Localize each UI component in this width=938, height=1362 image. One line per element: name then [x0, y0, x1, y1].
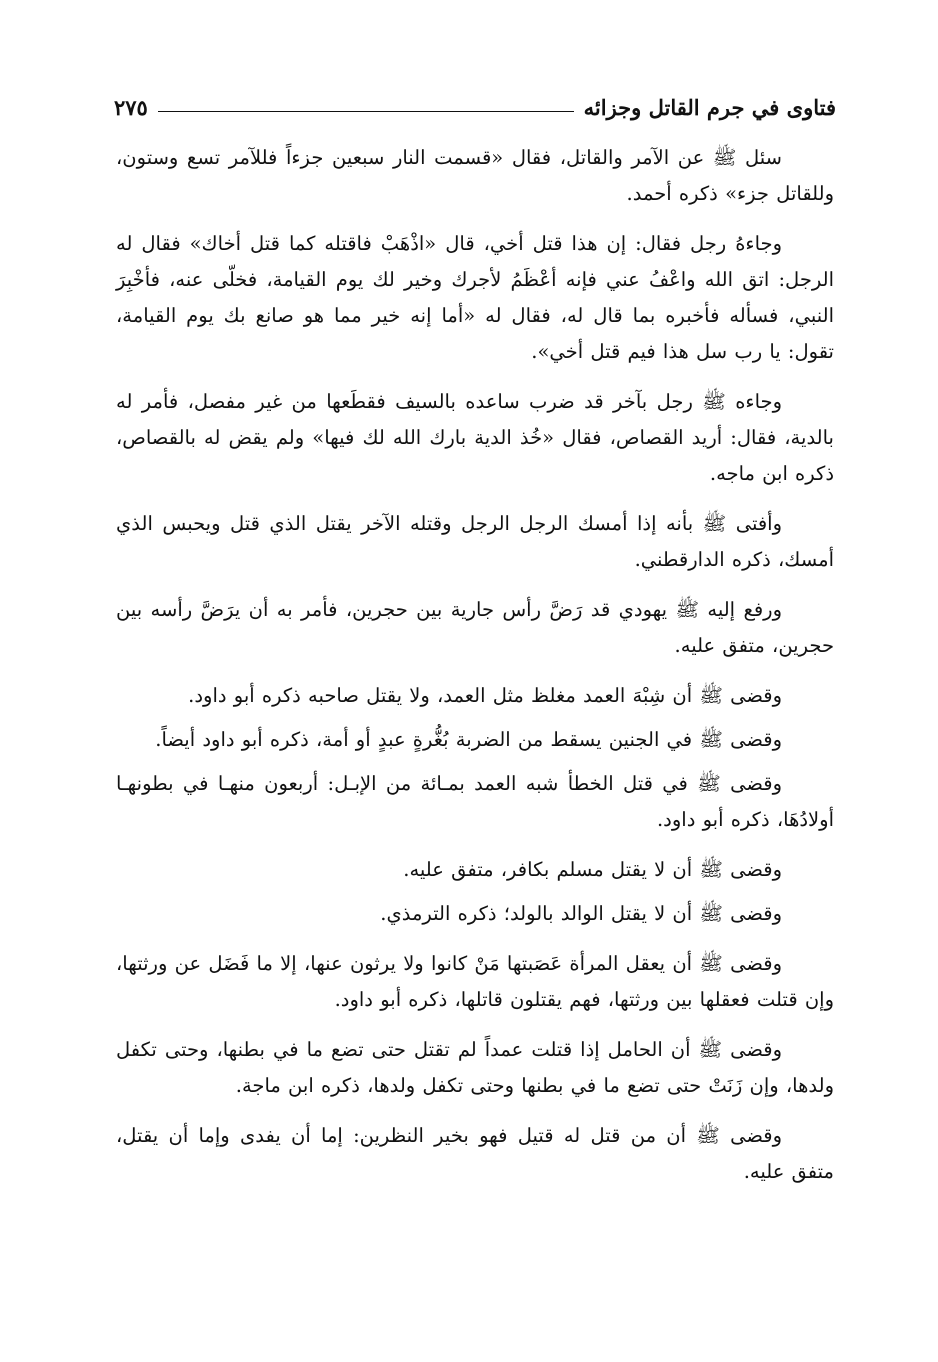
paragraph-12: وقضى ﷺ أن الحامل إذا قتلت عمداً لم تقتل حتى تضع ما في بطنها، وحتى تكفل ولدها، وإن زَنَتْ حتى تضع ما في بطنها وحتى تكفل ولدها، ذكره ابن ماجة.: [116, 1038, 834, 1097]
paragraph-3: وجاءه ﷺ رجل بآخر قد ضرب ساعده بالسيف فقطَعها من غير مفصل، فأمر له بالدية، فقال: أريد القصاص، فقال «خُذ الدية بارك الله لك فيها» ولم يقض له بالقصاص، ذكره ابن ماجه.: [116, 390, 834, 485]
page-header: [114, 86, 836, 120]
paragraph-9: وقضى ﷺ أن لا يقتل مسلم بكافر، متفق عليه.: [403, 858, 782, 881]
running-title: فتاوى في جرم القاتل وجزائه: [583, 95, 836, 120]
paragraph-10: وقضى ﷺ أن لا يقتل الوالد بالولد؛ ذكره الترمذي.: [380, 902, 782, 925]
paragraph-2: وجاءهُ رجل فقال: إن هذا قتل أخي، قال «اذْهَبْ فاقتله كما قتل أخاك» فقال له الرجل: اتق الله واعْفُ عني فإنه أعْظَمُ لأجرك وخير لك يوم القيامة، فخلّى عنه، فأخْبِرَ النبي، فسأله فأخبره بما قال له، فقال له «أما إنه خير مما هو صانع بك يوم القيامة، تقول: يا رب سل هذا فيم قتل أخي».: [116, 232, 834, 363]
page-number: ٢٧٥: [114, 95, 148, 120]
paragraph-1: سئل ﷺ عن الآمر والقاتل، فقال «قسمت النار سبعين جزءاً فللآمر تسع وستون، وللقاتل جزء» ذكره أحمد.: [116, 146, 834, 205]
paragraph-4: وأفتى ﷺ بأنه إذا أمسك الرجل الرجل وقتله الآخر يقتل الذي قتل ويحبس الذي أمسك، ذكره الدارقطني.: [116, 512, 834, 571]
paragraph-7: وقضى ﷺ في الجنين يسقط من الضربة بُغُّرةٍ عبدٍ أو أمة، ذكره أبو داود أيضاً.: [155, 728, 782, 751]
paragraph-5: ورفع إليه ﷺ يهودي قد رَضَّ رأس جارية بين حجرين، فأمر به أن يرَضَّ رأسه بين حجرين، متفق عليه.: [116, 598, 834, 657]
page-body: [116, 140, 834, 1204]
paragraph-8: وقضى ﷺ في قتل الخطأ شبه العمد بمـائة من الإبـل: أربعون منهـا في بطونهـا أولادُهَا، ذكره أبو داود.: [116, 772, 834, 831]
header-rule: [158, 111, 574, 112]
paragraph-6: وقضى ﷺ أن شِبْهَ العمد مغلظ مثل العمد، ولا يقتل صاحبه ذكره أبو داود.: [188, 684, 782, 707]
paragraph-11: وقضى ﷺ أن يعقل المرأة عَصَبتها مَنْ كانوا ولا يرثون عنها، إلا ما فَضَل عن ورثتها، وإن قتلت فعقلها بين ورثتها، فهم يقتلون قاتلها، ذكره أبو داود.: [116, 952, 834, 1011]
paragraph-13: وقضى ﷺ أن من قتل له قتيل فهو بخير النظرين: إما أن يفدى وإما أن يقتل، متفق عليه.: [116, 1124, 834, 1183]
